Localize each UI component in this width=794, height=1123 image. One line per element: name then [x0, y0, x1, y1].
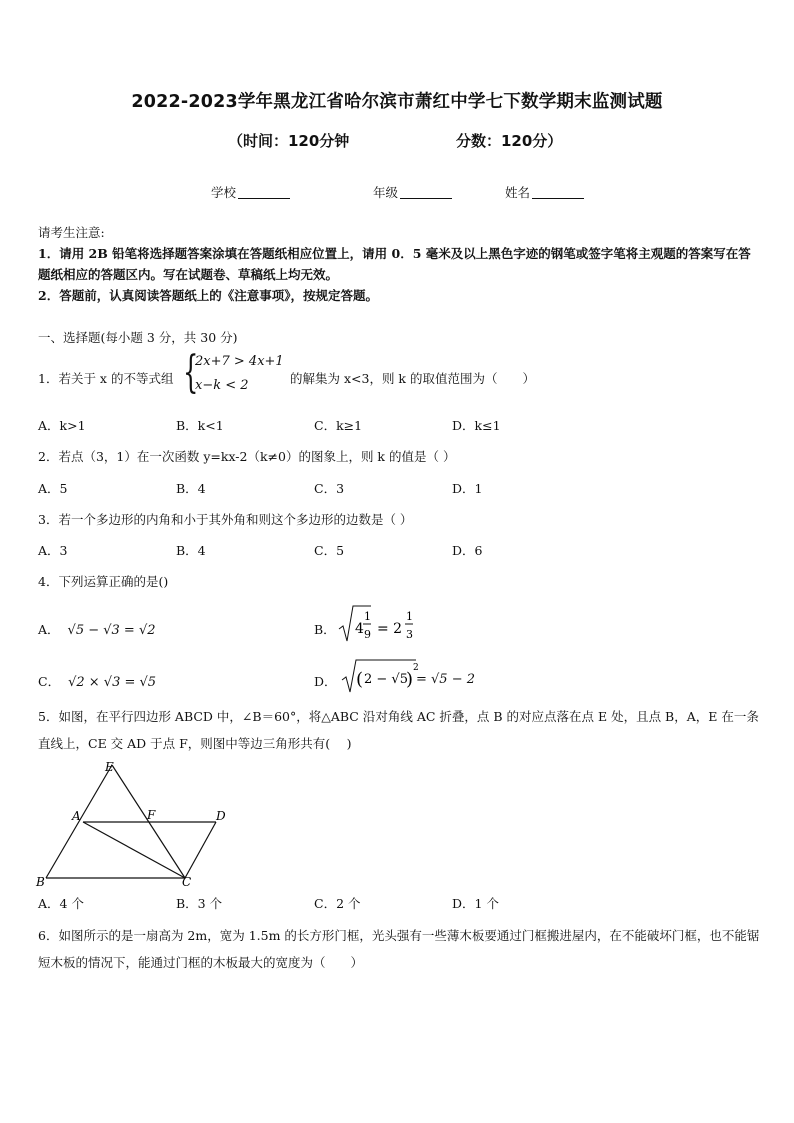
grade-blank[interactable]	[400, 186, 452, 199]
notice-item-2: 2．答题前，认真阅读答题纸上的《注意事项》，按规定答题。	[38, 288, 378, 303]
q4-option-c-expr: √2 × √3 = √5	[68, 675, 157, 690]
section-heading: 一、选择题(每小题 3 分，共 30 分)	[38, 330, 238, 345]
q4-option-a[interactable]	[38, 620, 156, 638]
label-b: B	[36, 875, 45, 889]
q2-option-d[interactable]: D．1	[452, 481, 483, 496]
label-e: E	[105, 760, 114, 774]
q1-prefix: 1．若关于 x 的不等式组	[38, 371, 174, 386]
label-f: F	[147, 808, 156, 822]
notice-heading: 请考生注意:	[38, 225, 105, 240]
svg-text:1: 1	[406, 610, 413, 623]
q4-option-b-expr	[337, 603, 417, 647]
q3-option-d[interactable]: D．6	[452, 543, 483, 558]
brace-icon: {	[183, 347, 199, 398]
q5-option-d[interactable]: D．1 个	[452, 896, 499, 911]
q5-text: 5．如图，在平行四边形 ABCD 中，∠B＝60°，将△ABC 沿对角线 AC 折叠，点 B 的对应点落在点 E 处，且点 B，A，E 在一条直线上，CE 交 AD 于点 F，则图中等边三角形共有( )	[38, 709, 759, 751]
q4-option-d-tail: = √5 − 2	[416, 672, 476, 687]
label-d: D	[216, 809, 226, 823]
q5-option-b[interactable]: B．3 个	[176, 896, 223, 911]
name-label: 姓名	[505, 185, 531, 200]
exam-time: （时间：120分钟	[228, 132, 350, 150]
name-blank[interactable]	[532, 186, 584, 199]
svg-text:= 2: = 2	[377, 621, 403, 637]
q4-option-d[interactable]	[314, 672, 337, 690]
svg-text:1: 1	[364, 610, 371, 623]
q5-option-a[interactable]: A．4 个	[38, 896, 84, 911]
school-label: 学校	[211, 185, 237, 200]
notice-item-1: 1．请用 2B 铅笔将选择题答案涂填在答题纸相应位置上，请用 0．5 毫米及以上黑色字迹的钢笔或签字笔将主观题的答案写在答题纸相应的答题区内。写在试题卷、草稿纸上均无效。	[38, 246, 751, 282]
q1-option-a[interactable]: A．k>1	[38, 418, 86, 433]
line-ac	[83, 822, 185, 878]
q6-text: 6．如图所示的是一扇高为 2m，宽为 1.5m 的长方形门框，光头强有一些薄木板要通过门框搬进屋内，在不能破坏门框，也不能锯短木板的情况下，能通过门框的木板最大的宽度为（ ）	[38, 928, 760, 970]
svg-text:2: 2	[413, 663, 419, 673]
q3-option-b[interactable]: B．4	[176, 543, 206, 558]
q1-option-b[interactable]: B．k<1	[176, 418, 224, 433]
school-blank[interactable]	[238, 186, 290, 199]
label-a: A	[72, 809, 81, 823]
q2-option-c[interactable]: C．3	[314, 481, 345, 496]
q3-text: 3．若一个多边形的内角和小于其外角和则这个多边形的边数是（ ）	[38, 512, 413, 527]
q2-option-b[interactable]: B．4	[176, 481, 206, 496]
svg-text:9: 9	[364, 628, 371, 641]
q1-option-d[interactable]: D．k≤1	[452, 418, 501, 433]
q5-option-c[interactable]: C．2 个	[314, 896, 361, 911]
q5-parallelogram-figure	[30, 758, 240, 893]
svg-text:2 − √5: 2 − √5	[364, 672, 408, 687]
q4-option-b-label: B．	[314, 622, 336, 637]
q4-text: 4．下列运算正确的是()	[38, 574, 169, 589]
q1-suffix: 的解集为 x<3，则 k 的取值范围为（ ）	[290, 371, 535, 386]
school-field[interactable]	[211, 183, 290, 201]
grade-label: 年级	[373, 185, 399, 200]
svg-text:3: 3	[406, 628, 413, 641]
q2-option-a[interactable]: A．5	[38, 481, 68, 496]
q4-option-c-label: C．	[38, 674, 61, 689]
q1-inequality-system	[183, 347, 293, 398]
svg-text:(: (	[356, 669, 364, 690]
notice-block	[38, 222, 760, 306]
svg-text:4: 4	[355, 621, 364, 637]
page-title: 2022-2023学年黑龙江省哈尔滨市萧红中学七下数学期末监测试题	[131, 92, 663, 112]
name-field[interactable]	[505, 183, 584, 201]
grade-field[interactable]	[373, 183, 452, 201]
q3-option-c[interactable]: C．5	[314, 543, 345, 558]
q1-option-c[interactable]: C．k≥1	[314, 418, 363, 433]
q4-option-b[interactable]	[314, 620, 336, 638]
q4-option-d-label: D．	[314, 674, 337, 689]
q4-option-c[interactable]	[38, 672, 156, 690]
line-dc	[185, 822, 216, 878]
q4-option-a-expr: √5 − √3 = √2	[67, 623, 156, 638]
q1-row2: x−k < 2	[195, 378, 249, 393]
q2-text: 2．若点（3，1）在一次函数 y=kx-2（k≠0）的图象上，则 k 的值是（ ）	[38, 449, 456, 464]
label-c: C	[182, 875, 192, 889]
q1-row1: 2x+7 > 4x+1	[195, 354, 284, 369]
exam-score: 分数：120分）	[456, 132, 563, 150]
svg-text:): )	[406, 669, 414, 690]
q3-option-a[interactable]: A．3	[38, 543, 68, 558]
q4-option-a-label: A．	[38, 622, 60, 637]
